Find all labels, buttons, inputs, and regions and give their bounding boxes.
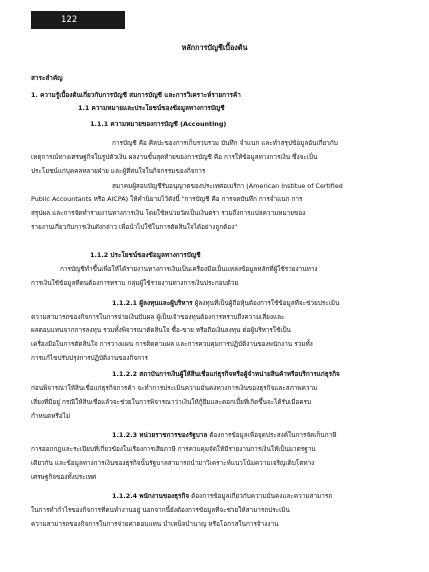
paragraph-line: การแก้ไขปรับปรุงการปฏิบัติงานของกิจการ xyxy=(31,354,148,362)
page-number: 122 xyxy=(61,15,78,25)
paragraph-line: รายงานเกี่ยวกับการเงินดังกล่าว เพื่อนำไปใช้ในการตัดสินใจได้อย่างถูกต้อง" xyxy=(31,223,238,231)
paragraph-line: การบัญชี คือ ศิลปะของการเก็บรวบรวม บันทึก จำแนก และทำสรุปข้อมูลอันเกี่ยวกับ xyxy=(112,139,338,147)
page-title: หลักการบัญชีเบื้องต้น xyxy=(181,43,248,52)
paragraph-line: ในการทำกำไรของกิจการที่ตนทำงานอยู่ นอกจากนี้ยังต้องการข้อมูลที่จะช่วยให้สามารถประเมิน xyxy=(31,506,290,514)
paragraph-line: ผลตอบแทนจากการลงทุน รวมทั้งพิจารณาตัดสินใจ ซื้อ-ขาย หรือถือเงินลงทุน ต่อผู้บริหารใช้เป็น xyxy=(31,326,291,334)
paragraph-line: การออกกฎและระเบียบที่เกี่ยวข้องในเรื่องการเสียภาษี การควบคุมจัดให้มีรายงานการเงินให้เป็นมาตรฐาน xyxy=(31,445,316,453)
paragraph-line: เสี่ยงที่มีอยู่ กรณีให้สินเชื่อแล้วจะช่วยในการพิจารณาว่าเงินให้กู้ยืมและดอกเบี้ยที่เกิดขึ้นจะได้รับเมื่อครบ xyxy=(31,398,312,406)
item-4-text: ต้องการข้อมูลเกี่ยวกับความมั่นคงและความสามารถ xyxy=(189,492,333,500)
item-3-first-line xyxy=(112,431,336,440)
section-1-heading: 1. ความรู้เบื้องต้นเกี่ยวกับการบัญชี สมการบัญชี และการวิเคราะห์รายการค้า xyxy=(31,91,241,99)
item-2-heading: 1.1.2.2 สถาบันการเงินผู้ให้สินเชื่อแก่ธุรกิจหรือผู้จำหน่ายสินค้าหรือบริการแก่ธุรกิจ xyxy=(112,370,340,378)
item-1-text: ผู้ลงทุนที่เป็นผู้ถือหุ้นต้องการใช้ข้อมูลที่จะช่วยประเมิน xyxy=(192,299,340,307)
paragraph-line: ก่อนพิจารณาให้สินเชื่อแก่ธุรกิจการค้า จะทำการประเมินความมั่นคงทางการเงินของธุรกิจและสภาพความ xyxy=(31,384,318,392)
paragraph-line: สรุปผล และการจัดทำรายงานทางการเงิน โดยใช้หน่วยวัดเป็นเงินตรา รวมถึงการแปลความหมายของ xyxy=(31,209,306,217)
paragraph-line: เศรษฐกิจของทั้งประเทศ xyxy=(31,473,97,481)
paragraph-line: ความสามารถของกิจการในการจ่ายค่าตอบแทน บำเหน็จบำนาญ หรือโอกาสในการจ้างงาน xyxy=(31,520,279,528)
paragraph-line: การบัญชีทำขึ้นเพื่อให้ได้รายงานทางการเงินเป็นเครื่องมือเป็นแหล่งข้อมูลหลักที่ผู้ใช้รายงานทาง xyxy=(60,265,318,273)
paragraph-line: ความสามารถของกิจการในการจ่ายเงินปันผล ผู้เป็นเจ้าของทุนต้องการทราบถึงความเสี่ยงและ xyxy=(31,313,285,321)
paragraph-line: เครื่องมือในการตัดสินใจ การวางแผน การติดตามผล และการควบคุมการปฏิบัติงานของพนักงาน รวมทั้ง xyxy=(31,340,313,348)
page-number-bar xyxy=(31,11,125,29)
item-3-text: ต้องการข้อมูลเพื่อจุดประสงค์ในการจัดเก็บภาษี xyxy=(207,431,337,439)
section-1-1-heading: 1.1 ความหมายและประโยชน์ของข้อมูลทางการบัญชี xyxy=(78,104,225,112)
paragraph-line: สมาคมผู้สอบบัญชีรับอนุญาตของประเทศอเมริกา (American Institue of Certified xyxy=(112,182,343,190)
item-4-first-line xyxy=(112,492,332,501)
item-1-heading: 1.1.2.1 ผู้ลงทุนและผู้บริหาร xyxy=(112,299,193,307)
item-4-heading: 1.1.2.4 พนักงานของธุรกิจ xyxy=(112,492,190,500)
section-1-1-1-heading: 1.1.1 ความหมายของการบัญชี (Accounting) xyxy=(90,120,227,128)
essence-heading: สาระสำคัญ xyxy=(31,74,63,82)
paragraph-line: เหตุการณ์ทางเศรษฐกิจในรูปตัวเงิน ผลงานขั้นสุดท้ายของการบัญชี คือ การให้ข้อมูลทางการเงิน ซึ่งจะเป็น xyxy=(31,153,318,161)
paragraph-line: กำหนดหรือไม่ xyxy=(31,412,71,420)
item-1-first-line xyxy=(112,299,339,308)
item-3-heading: 1.1.2.3 หน่วยราชการของรัฐบาล xyxy=(112,431,208,439)
paragraph-line: การเงินใช้ข้อมูลที่ตนต้องการทราบ กลุ่มผู้ใช้รายงานทางการเงินประกอบด้วย xyxy=(31,279,239,287)
paragraph-line: เดียวกัน และข้อมูลทางการเงินของธุรกิจนั้นรัฐบาลสามารถนำมาวิเคราะห์แนวโน้มความเจริญเติบโตทาง xyxy=(31,459,315,467)
section-1-1-2-heading: 1.1.2 ประโยชน์ของข้อมูลทางการบัญชี xyxy=(90,251,201,259)
paragraph-line: ประโยชน์แก่บุคคลหลายฝ่าย และผู้ที่สนใจในกิจกรรมของกิจการ xyxy=(31,167,206,175)
paragraph-line: Public Accountants หรือ AICPA) ให้คำนิยามไว้ดังนี้ "การบัญชี คือ การจดบันทึก การจำแนก การ xyxy=(31,195,303,203)
